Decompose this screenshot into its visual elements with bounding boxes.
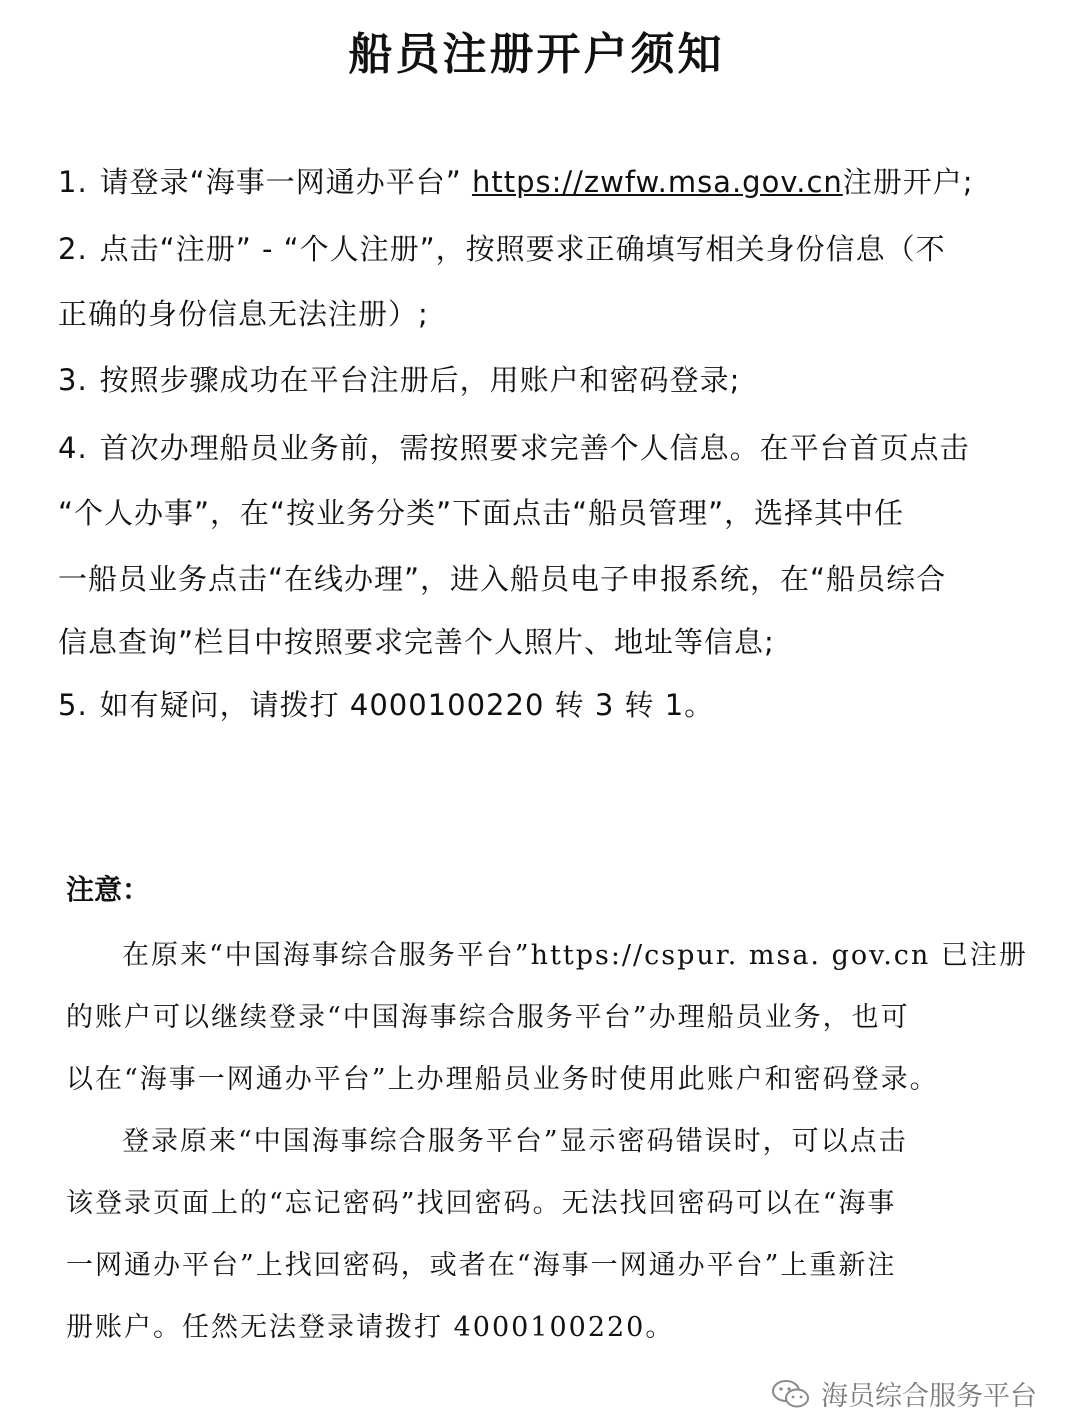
step-number: 2. (58, 232, 88, 266)
note-paragraph-2-line: 册账户。任然无法登录请拨打 4000100220。 (66, 1312, 675, 1343)
step-2-continued (58, 292, 429, 333)
step-4-continued (58, 491, 904, 532)
step-text: 点击“注册” - “个人注册”，按照要求正确填写相关身份信息（不 (99, 232, 946, 266)
step-number: 3. (58, 363, 88, 397)
note-paragraph-1-line: 以在“海事一网通办平台”上办理船员业务时使用此账户和密码登录。 (66, 1064, 939, 1095)
step-text: 信息查询”栏目中按照要求完善个人照片、地址等信息; (58, 625, 775, 659)
watermark (771, 1374, 1037, 1413)
watermark-text: 海员综合服务平台 (821, 1381, 1037, 1412)
step-5 (58, 683, 714, 724)
step-4-continued (58, 557, 946, 598)
step-number: 5. (58, 688, 88, 722)
platform-link[interactable]: https://zwfw.msa.gov.cn (471, 165, 843, 199)
note-paragraph-2-line: 登录原来“中国海事综合服务平台”显示密码错误时，可以点击 (122, 1126, 908, 1157)
step-text: 如有疑问，请拨打 4000100220 转 3 转 1。 (99, 688, 715, 722)
note-paragraph-1-line: 在原来“中国海事综合服务平台”https://cspur. msa. gov.cn 已注册 (122, 940, 1028, 971)
page-title: 船员注册开户须知 (348, 29, 725, 80)
step-text: 首次办理船员业务前，需按照要求完善个人信息。在平台首页点击 (99, 431, 970, 465)
wechat-icon (771, 1379, 811, 1409)
step-2 (58, 227, 946, 268)
step-text: 请登录“海事一网通办平台” (99, 165, 462, 199)
step-4-continued (58, 620, 775, 661)
step-text: 一船员业务点击“在线办理”，进入船员电子申报系统，在“船员综合 (58, 562, 947, 596)
step-text: “个人办事”，在“按业务分类”下面点击“船员管理”，选择其中任 (58, 496, 905, 530)
step-4 (58, 426, 970, 467)
note-paragraph-2-line: 该登录页面上的“忘记密码”找回密码。无法找回密码可以在“海事 (66, 1188, 897, 1219)
step-number: 1. (58, 165, 88, 199)
note-heading: 注意： (66, 873, 151, 906)
step-text: 按照步骤成功在平台注册后，用账户和密码登录; (99, 363, 741, 397)
step-number: 4. (58, 431, 88, 465)
step-text: 正确的身份信息无法注册）; (58, 297, 429, 331)
note-paragraph-2-line: 一网通办平台”上找回密码，或者在“海事一网通办平台”上重新注 (66, 1250, 897, 1281)
step-text: 注册开户; (842, 165, 974, 199)
note-paragraph-1-line: 的账户可以继续登录“中国海事综合服务平台”办理船员业务，也可 (66, 1002, 910, 1033)
step-3 (58, 358, 740, 399)
step-1 (58, 160, 974, 201)
